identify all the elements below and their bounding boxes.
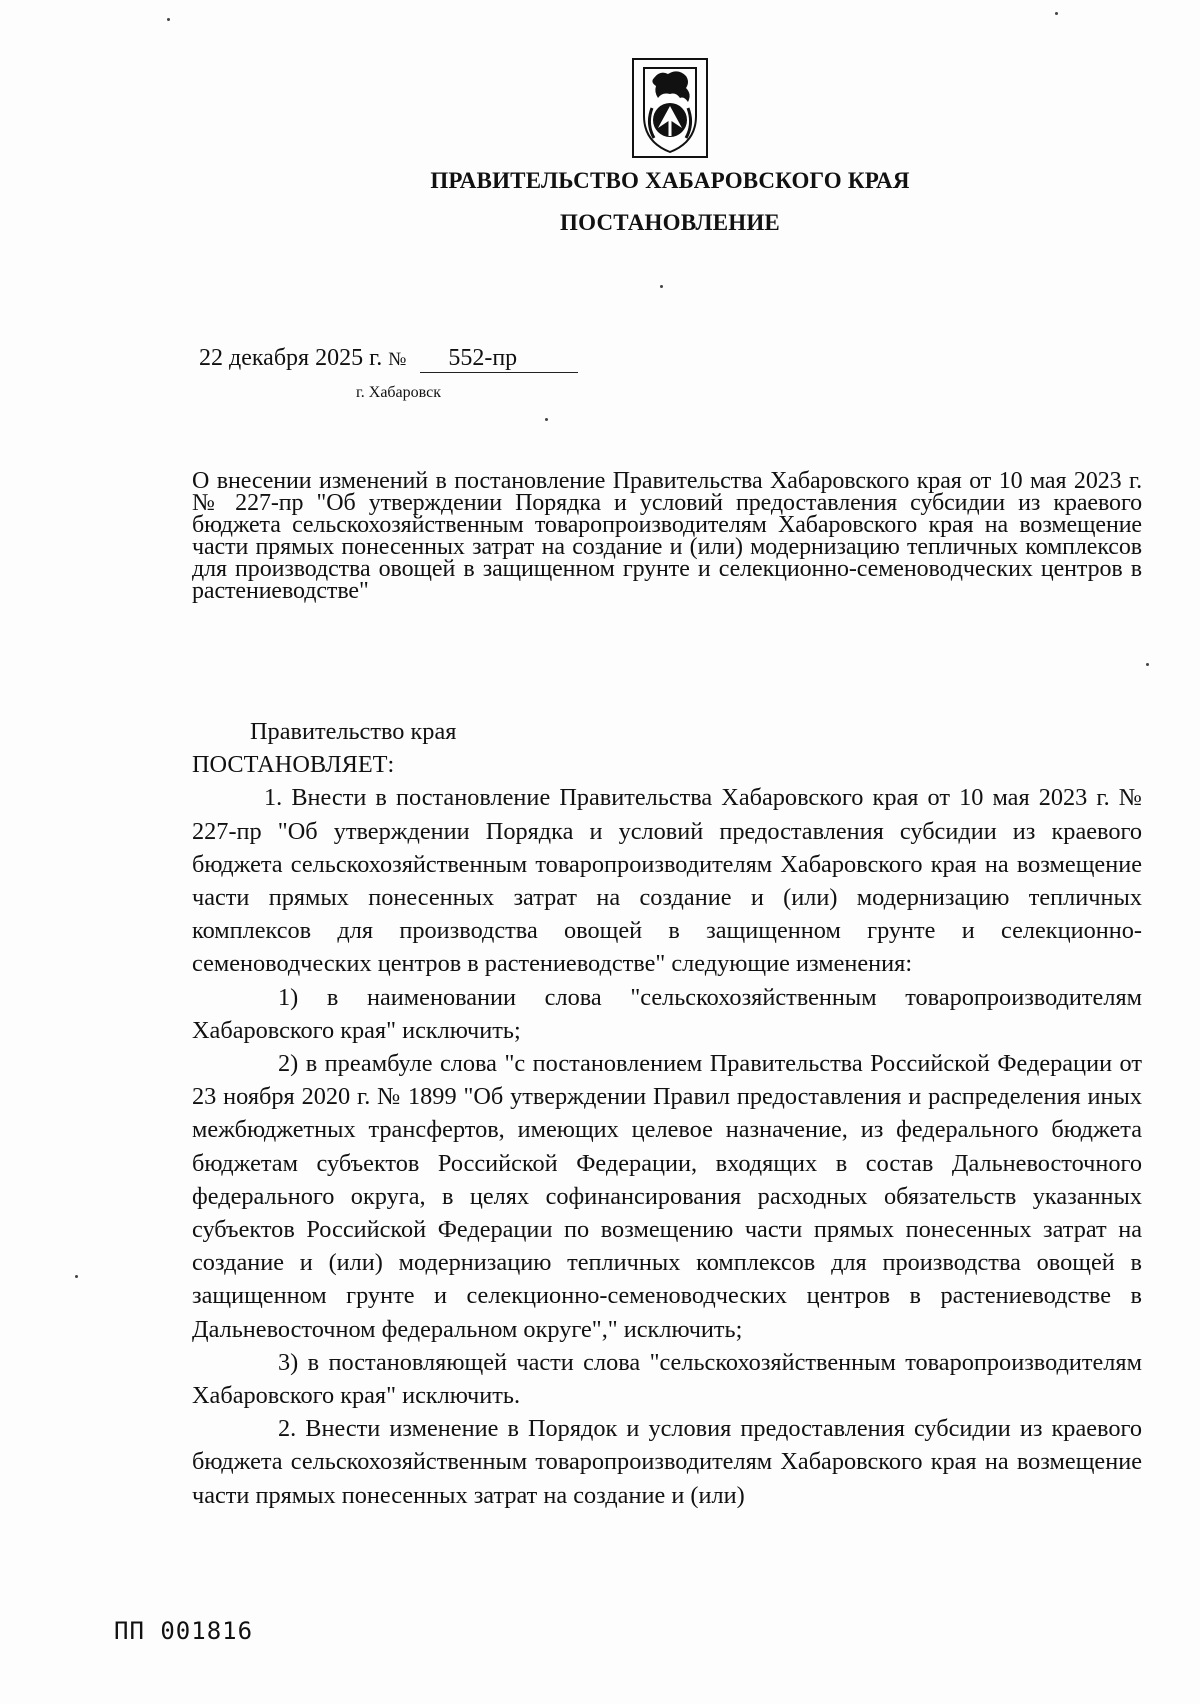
decree-number: 552-пр <box>420 345 578 373</box>
resolves-text: ПОСТАНОВЛЯЕТ: <box>192 751 395 779</box>
decree-body <box>192 715 1142 1512</box>
decree-subject: О внесении изменений в постановление Правительства Хабаровского края от 10 мая 2023 г. № 227-пр "Об утверждении Порядка и условий предоставления субсидии из краевого бюджета сельскохозяйственным товаропроизводителям Хабаровского края на возмещение части прямых понесенных затрат на создание и (или) модернизацию тепличных комплексов для производства овощей в защищенном грунте и селекционно-семеноводческих центров в растениеводстве" <box>192 468 1142 604</box>
city-label: г. Хабаровск <box>356 384 441 401</box>
paragraph: 2. Внести изменение в Порядок и условия предоставления субсидии из краевого бюджета сельскохозяйственным товаропроизводителям Хабаровского края на возмещение части прямых понесенных затрат на создание и (или) <box>192 1415 1142 1509</box>
paragraph: 1. Внести в постановление Правительства Хабаровского края от 10 мая 2023 г. № 227-пр "Об утверждении Порядка и условий предоставления субсидии из краевого бюджета сельскохозяйственным товаропроизводителям Хабаровского края на возмещение части прямых понесенных затрат на создание и (или) модернизацию тепличных комплексов для производства овощей в защищенном грунте и селекционно-семеноводческих центров в растениеводстве" следующие изменения: <box>192 784 1142 978</box>
khabarovsk-coat-of-arms-icon <box>632 58 708 158</box>
number-sign: № <box>388 349 407 370</box>
scan-speck <box>660 285 663 288</box>
paragraph: 3) в постановляющей части слова "сельскохозяйственным товаропроизводителям Хабаровского края" исключить. <box>192 1348 1142 1410</box>
scan-speck <box>75 1275 78 1278</box>
scan-speck <box>167 18 170 21</box>
scan-speck <box>545 418 548 421</box>
document-type-title: ПОСТАНОВЛЕНИЕ <box>560 210 780 235</box>
paragraph: 1) в наименовании слова "сельскохозяйственным товаропроизводителям Хабаровского края" исключить; <box>192 983 1142 1044</box>
decree-date: 22 декабря 2025 г. <box>199 345 383 371</box>
scan-speck <box>1055 12 1058 15</box>
date-number-line <box>199 345 578 373</box>
document-code: ПП 001816 <box>114 1617 254 1645</box>
lead-text: Правительство края <box>250 718 457 745</box>
scan-speck <box>1146 663 1149 666</box>
paragraph: 2) в преамбуле слова "с постановлением Правительства Российской Федерации от 23 ноября 2020 г. № 1899 "Об утверждении Правил предоставления и распределения иных межбюджетных трансфертов, имеющих целевое назначение, из федерального бюджета бюджетам субъектов Российской Федерации, входящих в состав Дальневосточного федерального округа, в целях софинансирования расходных обязательств указанных субъектов Российской Федерации по возмещению части прямых понесенных затрат на создание и (или) модернизацию тепличных комплексов для производства овощей в защищенном грунте и селекционно-семеноводческих центров в растениеводстве в Дальневосточном федеральном округе"," исключить; <box>192 1050 1142 1343</box>
government-title: ПРАВИТЕЛЬСТВО ХАБАРОВСКОГО КРАЯ <box>430 168 910 193</box>
